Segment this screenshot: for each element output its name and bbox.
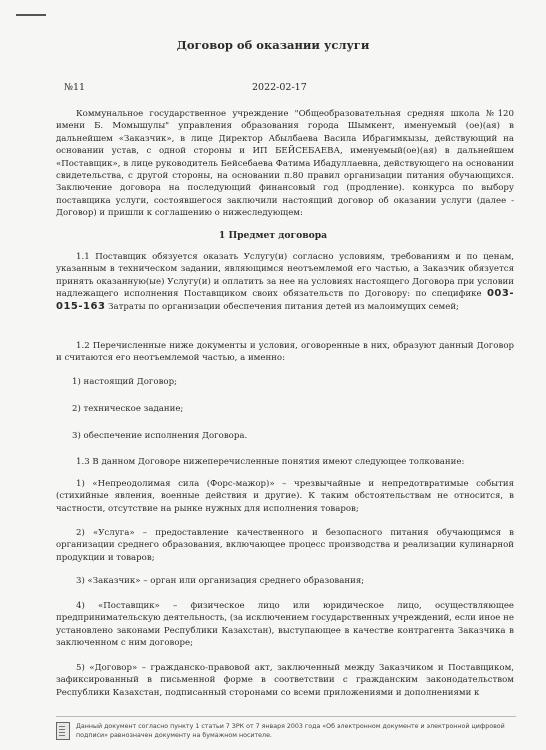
definition-force-majeure: 1) «Непреодолимая сила (Форс-мажор)» – чрезвычайные и непредотвратимые события (стихийные явления, военные действия и другие). К таким обстоятельствам не относится, в частности, отсутствие на рынке нужных для исполнения товаров; — [56, 479, 514, 514]
clause-1-1-tail: Затраты по организации обеспечения питания детей из малоимущих семей; — [108, 301, 459, 312]
footer-divider — [56, 716, 516, 717]
clause-1-2: 1.2 Перечисленные ниже документы и условия, оговоренные в них, образуют данный Договор и считаются его неотъемлемой частью, а именно: — [56, 341, 514, 364]
document-date: 2022-02-17 — [252, 82, 307, 93]
list-item-3: 3) обеспечение исполнения Договора. — [72, 431, 248, 441]
footer-notice — [56, 722, 526, 746]
definition-supplier: 4) «Поставщик» – физическое лицо или юридическое лицо, осуществляющее предпринимательскую деятельность, (за исключением государственных учреждений, если иное не установлено законами Республики Казахстан), выступающее в качестве контрагента Заказчика в заключенном с ним договоре; — [56, 601, 514, 649]
clause-1-1 — [56, 251, 514, 313]
list-item-2: 2) техническое задание; — [72, 404, 184, 414]
definition-service: 2) «Услуга» – предоставление качественного и безопасного питания обучающимся в организации среднего образования, включающее процесс производства и реализации кулинарной продукции и товаров; — [56, 528, 514, 563]
document-icon — [56, 722, 70, 740]
specification-code: 003-015-163 — [56, 288, 514, 312]
section-heading-subject: 1 Предмет договора — [218, 230, 328, 241]
clause-1-1-text: 1.1 Поставщик обязуется оказать Услугу(и) согласно условиям, требованиям и по ценам, указанным в техническом задании, являющимся неотъемлемой его частью, а Заказчик обязуется принять оказанную(ые) Услугу(и) и оплатить за нее на условиях настоящего Договора при условии надлежащего исполнения Поставщиком своих обязательств по Договору: по спецификe — [56, 252, 514, 300]
document-title: Договор об оказании услуги — [176, 38, 370, 52]
scan-mark — [16, 14, 46, 16]
clause-1-3: 1.3 В данном Договоре нижеперечисленные понятия имеют следующее толкование: — [76, 457, 465, 467]
document-number: №11 — [64, 82, 86, 93]
footer-text: Данный документ согласно пункту 1 статьи 7 ЗРК от 7 января 2003 года «Об электронном документе и электронной цифровой подписи» равнозначен документу на бумажном носителе. — [76, 723, 505, 739]
list-item-1: 1) настоящий Договор; — [72, 377, 177, 387]
preamble-paragraph: Коммунальное государственное учреждение "Общеобразовательная средняя школа №120 имени Б. Момышулы" управления образования города Шымкент, именуемый (ое)(ая) в дальнейшем «Заказчик», в лице Директор Абылбаева Васила Ибрагимкызы, действующий на основании устав, с одной стороны и ИП БЕЙСЕБАЕВА, именуемый(ое)(ая) в дальнейшем «Поставщик», в лице руководитель Бейсебаева Фатима Ибадуллаевна, действующего на основании свидетельства, с другой стороны, на основании п.80 правил организации питания обучающихся. Заключение договора на последующий финансовый год (продление). конкурса по выбору поставщика услуги, состоявшегося заключили настоящий договор об оказании услуги (далее - Договор) и пришли к соглашению о нижеследующем: — [56, 109, 514, 219]
definition-contract: 5) «Договор» – гражданско-правовой акт, заключенный между Заказчиком и Поставщиком, зафиксированный в письменной форме в соответствии с гражданским законодательством Республики Казахстан, подписанный сторонами со всеми приложениями и дополнениями к — [56, 663, 514, 698]
definition-customer: 3) «Заказчик» – орган или организация среднего образования; — [76, 576, 365, 586]
